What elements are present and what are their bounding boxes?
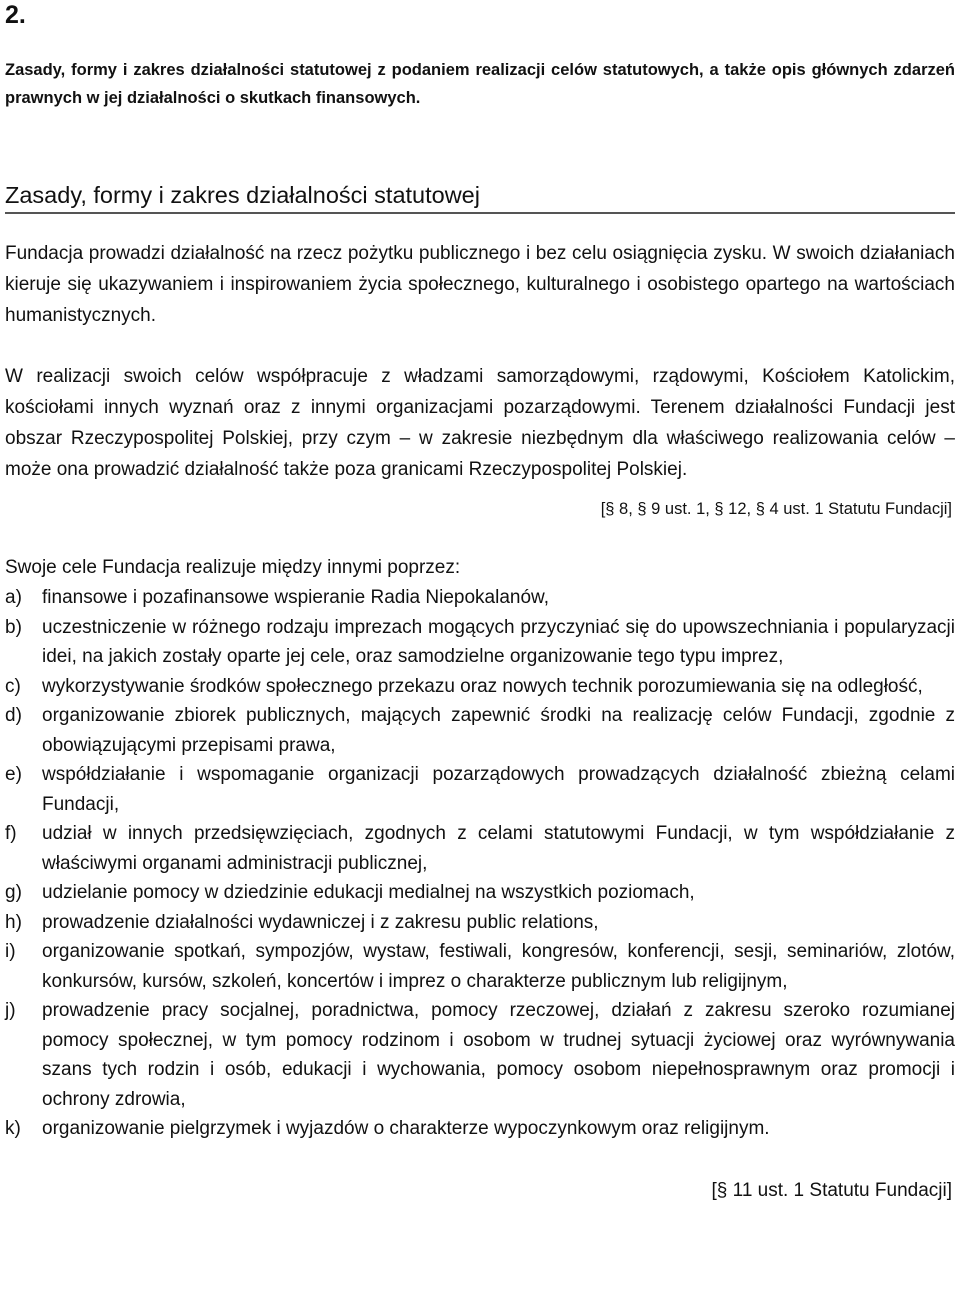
list-item-letter: d)	[5, 705, 22, 726]
section-intro: Zasady, formy i zakres działalności statutowej z podaniem realizacji celów statutowych, a także opis głównych zdarzeń prawnych w jej działalności o skutkach finansowych.	[5, 61, 955, 107]
list-item	[5, 701, 955, 760]
list-item-letter: g)	[5, 882, 22, 903]
list-item	[5, 996, 955, 1114]
list-item-letter: h)	[5, 911, 22, 933]
list-item	[5, 760, 955, 819]
list-item	[5, 819, 955, 878]
list-item-letter: j)	[5, 1000, 16, 1021]
list-item	[5, 613, 955, 672]
list-intro: Swoje cele Fundacja realizuje między innymi poprzez:	[5, 557, 461, 578]
list-item	[5, 672, 955, 702]
list-item-text: prowadzenie pracy socjalnej, poradnictwa, pomocy rzeczowej, działań z zakresu szeroko rozumianej pomocy społecznej, w tym pomocy rodzinom i osobom w trudnej sytuacji życiowej oraz wyrównywania szans tych rodzin i osób, edukacji i wychowania, pomocy osobom niepełnosprawnym oraz promocji i ochrony zdrowia,	[42, 1000, 955, 1110]
list-item-text: wykorzystywanie środków społecznego przekazu oraz nowych technik porozumiewania się na odległość,	[42, 675, 923, 697]
list-item	[5, 878, 955, 908]
list-item	[5, 937, 955, 996]
list-item-letter: k)	[5, 1118, 21, 1139]
statute-reference-bottom: [§ 11 ust. 1 Statutu Fundacji]	[711, 1179, 952, 1201]
list-item-text: udział w innych przedsięwzięciach, zgodnych z celami statutowymi Fundacji, w tym współdziałanie z właściwymi organami administracji publicznej,	[42, 823, 955, 874]
list-item-text: organizowanie pielgrzymek i wyjazdów o charakterze wypoczynkowym oraz religijnym.	[42, 1118, 770, 1139]
list-item-letter: b)	[5, 616, 22, 638]
list-item-text: udzielanie pomocy w dziedzinie edukacji medialnej na wszystkich poziomach,	[42, 882, 695, 903]
list-item-text: współdziałanie i wspomaganie organizacji pozarządowych prowadzących działalność zbieżną celami Fundacji,	[42, 764, 955, 815]
list-item-letter: i)	[5, 941, 16, 962]
paragraph-activity: Fundacja prowadzi działalność na rzecz pożytku publicznego i bez celu osiągnięcia zysku. W swoich działaniach kieruje się ukazywaniem i inspirowaniem życia społecznego, kulturalnego i osobistego opartego na wartościach humanistycznych.	[5, 243, 955, 326]
section-heading: Zasady, formy i zakres działalności statutowej	[5, 180, 955, 214]
list-item	[5, 908, 955, 938]
list-item-letter: a)	[5, 587, 22, 608]
statute-reference: [§ 8, § 9 ust. 1, § 12, § 4 ust. 1 Statutu Fundacji]	[600, 500, 952, 518]
section-number: 2.	[5, 1, 26, 29]
list-item-letter: f)	[5, 823, 17, 844]
list-item-text: uczestniczenie w różnego rodzaju imprezach mogących przyczyniać się do upowszechniania i popularyzacji idei, na jakich zostały oparte jej cele, oraz samodzielne organizowanie tego typu imprez,	[42, 616, 955, 667]
list-item-text: prowadzenie działalności wydawniczej i z zakresu public relations,	[42, 911, 599, 933]
list-item	[5, 583, 955, 613]
list-item-text: finansowe i pozafinansowe wspieranie Radia Niepokalanów,	[42, 587, 549, 608]
list-item-text: organizowanie zbiorek publicznych, mających zapewnić środki na realizację celów Fundacji, zgodnie z obowiązującymi przepisami prawa,	[42, 705, 955, 756]
list-item-letter: e)	[5, 764, 22, 785]
list-item-letter: c)	[5, 675, 21, 697]
goals-list	[5, 583, 955, 1144]
list-item	[5, 1114, 955, 1144]
paragraph-cooperation: W realizacji swoich celów współpracuje z władzami samorządowymi, rządowymi, Kościołem Katolickim, kościołami innych wyznań oraz z innymi organizacjami pozarządowymi. Terenem działalności Fundacji jest obszar Rzeczypospolitej Polskiej, przy czym – w zakresie niezbędnym dla właściwego realizowania celów – może ona prowadzić działalność także poza granicami Rzeczypospolitej Polskiej.	[5, 366, 955, 480]
list-item-text: organizowanie spotkań, sympozjów, wystaw, festiwali, kongresów, konferencji, sesji, seminariów, zlotów, konkursów, kursów, szkoleń, koncertów i imprez o charakterze publicznym lub religijnym,	[42, 941, 955, 992]
